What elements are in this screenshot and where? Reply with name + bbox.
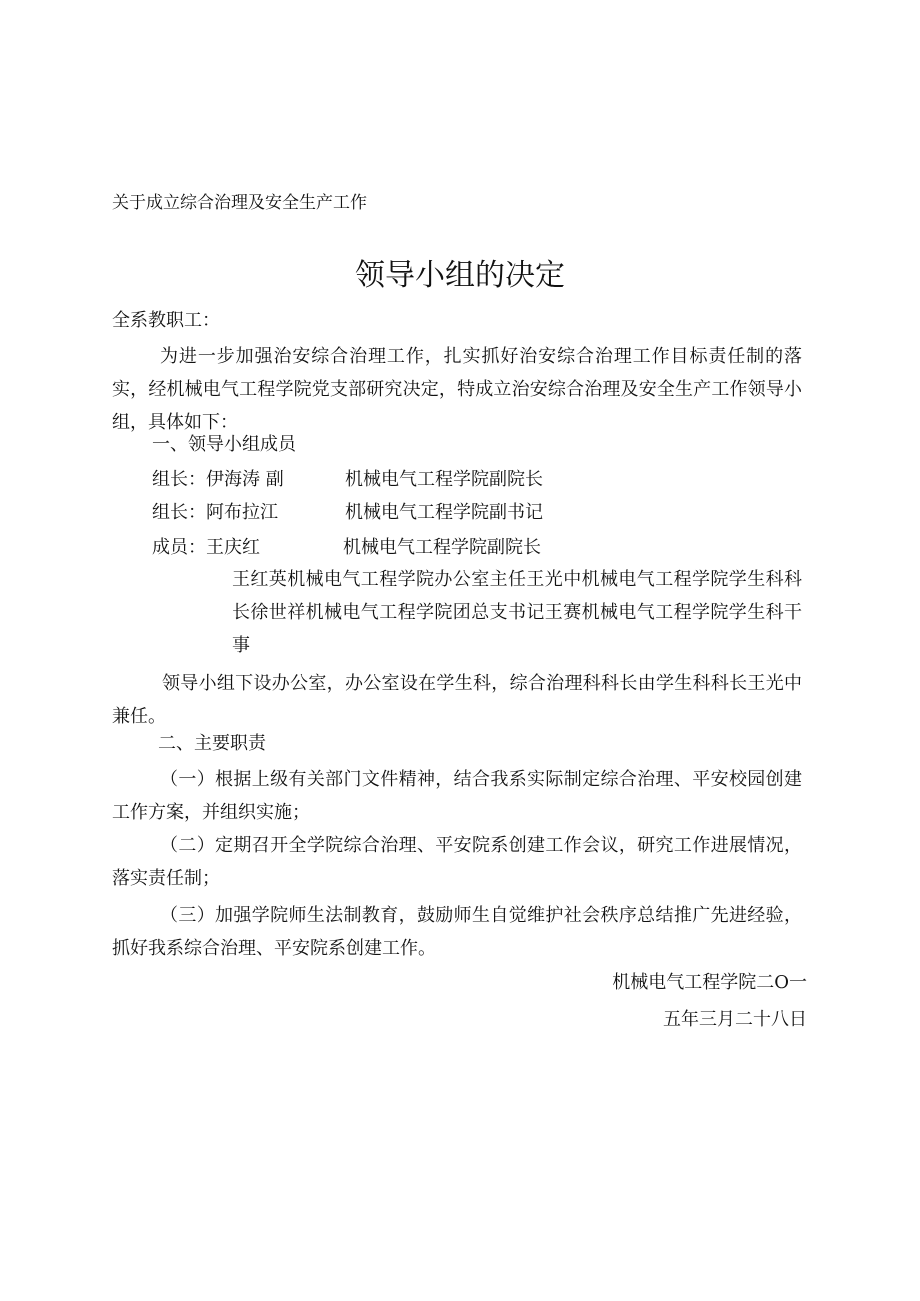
section-heading-members: 一、领导小组成员 [152,434,296,455]
member-role: 成员：王庆红 [152,537,260,558]
member-title: 机械电气工程学院副院长 [343,537,541,558]
member-role: 组长：伊海涛 副 [152,469,284,490]
duty-item: （一）根据上级有关部门文件精神，结合我系实际制定综合治理、平安校园创建工作方案，并组织实施； [112,769,802,823]
signature-organization: 机械电气工程学院二O一 [612,972,807,993]
office-paragraph: 领导小组下设办公室，办公室设在学生科，综合治理科科长由学生科科长王光中兼任。 [112,673,802,727]
member-role: 组长：阿布拉江 [152,502,278,523]
document-title: 领导小组的决定 [355,258,565,293]
signature-date: 五年三月二十八日 [663,1009,807,1030]
member-row [152,496,802,529]
member-title: 机械电气工程学院副院长 [345,469,543,490]
member-row [152,531,802,564]
member-row [152,463,802,496]
other-members: 王红英机械电气工程学院办公室主任王光中机械电气工程学院学生科科长徐世祥机械电气工程学院团总支书记王赛机械电气工程学院学生科干事 [232,569,802,656]
duty-item: （二）定期召开全学院综合治理、平安院系创建工作会议，研究工作进展情况，落实责任制； [112,835,802,889]
duty-item: （三）加强学院师生法制教育，鼓励师生自觉维护社会秩序总结推广先进经验，抓好我系综合治理、平安院系创建工作。 [112,905,802,959]
intro-paragraph: 为进一步加强治安综合治理工作，扎实抓好治安综合治理工作目标责任制的落实，经机械电气工程学院党支部研究决定，特成立治安综合治理及安全生产工作领导小组，具体如下： [112,346,802,433]
member-title: 机械电气工程学院副书记 [345,502,543,523]
salutation: 全系教职工： [112,310,220,331]
document-pre-title: 关于成立综合治理及安全生产工作 [112,193,367,213]
section-heading-duties: 二、主要职责 [158,733,266,754]
